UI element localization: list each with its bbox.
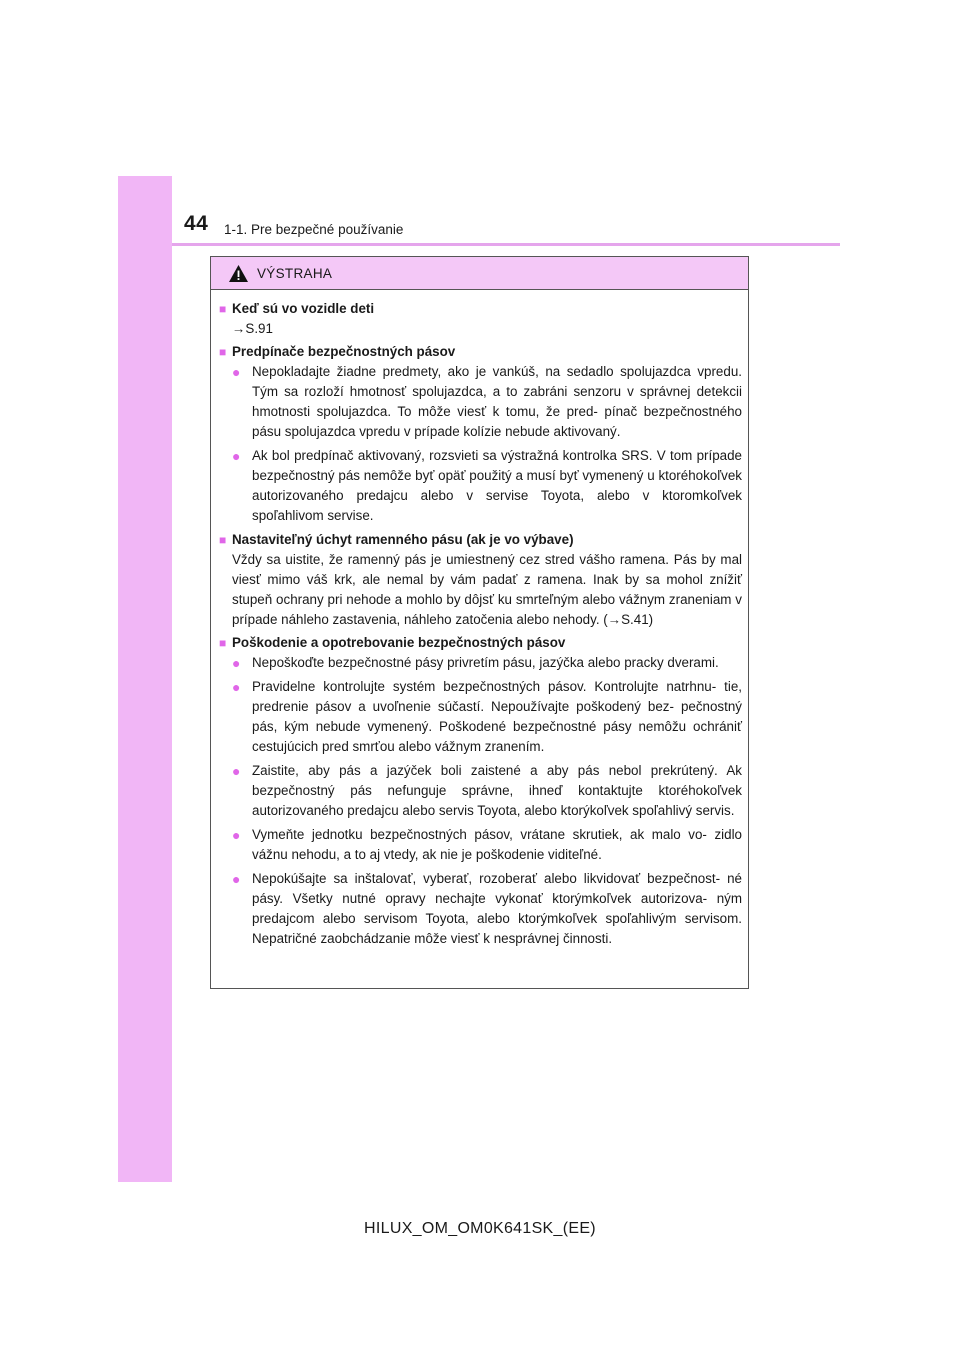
- list-item: ● Vymeňte jednotku bezpečnostných pásov, vrátane skrutiek, ak malo vo- zidlo vážnu nehodu, a to aj vtedy, ak nie je poškodenie viditeľné.: [219, 825, 742, 865]
- square-bullet-icon: ■: [219, 345, 227, 359]
- header-rule: [172, 243, 840, 246]
- section-heading: ■ Nastaviteľný úchyt ramenného pásu (ak je vo výbave): [219, 530, 742, 550]
- list-item: ● Nepoškoďte bezpečnostné pásy privretím pásu, jazýčka alebo pracky dverami.: [219, 653, 742, 673]
- section-title: 1-1. Pre bezpečné používanie: [224, 222, 404, 237]
- section-heading: ■ Keď sú vo vozidle deti: [219, 299, 742, 319]
- round-bullet-icon: ●: [232, 655, 241, 671]
- list-item: ● Ak bol predpínač aktivovaný, rozsvieti sa výstražná kontrolka SRS. V tom prípade bezpečnostný pás nemôže byť opäť použitý a musí byť vymenený u ktoréhokoľvek autorizovaného predajcu alebo v servise Toyota, alebo v ktoromkoľvek spoľahlivom servise.: [219, 446, 742, 526]
- section-children: [219, 299, 742, 339]
- section-damage-wear: [219, 633, 742, 949]
- page-number: 44: [184, 212, 209, 235]
- list-item: ● Nepokúšajte sa inštalovať, vyberať, rozoberať alebo likvidovať bezpečnost- né pásy. Všetky nutné opravy nechajte vykonať ktorýmkoľvek autorizova- ným predajcom alebo servisom Toyota, alebo ktorýmkoľvek spoľahlivým servisom. Nepatričné zaobchádzanie môže viesť k nesprávnej činnosti.: [219, 869, 742, 949]
- section-pretensioners: [219, 342, 742, 526]
- round-bullet-icon: ●: [232, 763, 241, 779]
- warning-header: [211, 257, 748, 290]
- square-bullet-icon: ■: [219, 636, 227, 650]
- footer-document-code: HILUX_OM_OM0K641SK_(EE): [364, 1220, 596, 1237]
- round-bullet-icon: ●: [232, 871, 241, 887]
- round-bullet-icon: ●: [232, 364, 241, 380]
- warning-title: VÝSTRAHA: [257, 265, 333, 281]
- section-heading: ■ Poškodenie a opotrebovanie bezpečnostných pásov: [219, 633, 742, 653]
- round-bullet-icon: ●: [232, 448, 241, 464]
- warning-triangle-icon: [228, 264, 249, 283]
- warning-body: [211, 290, 748, 949]
- round-bullet-icon: ●: [232, 679, 241, 695]
- chapter-tab: [118, 176, 172, 1182]
- section-heading: ■ Predpínače bezpečnostných pásov: [219, 342, 742, 362]
- square-bullet-icon: ■: [219, 302, 227, 316]
- section-paragraph: Vždy sa uistite, že ramenný pás je umiestnený cez stred vášho ramena. Pás by mal viesť mimo váš krk, ale nemal by vám padať z ramena. Inak by sa mohol znížiť stupeň ochrany pri nehode a mohlo by dôjsť ku smrteľným alebo vážnym zraneniam v prípade náhleho zastavenia, náhleho zatočenia alebo nehody. (→S.41): [232, 552, 742, 627]
- list-item: ● Nepokladajte žiadne predmety, ako je vankúš, na sedadlo spolujazdca vpredu. Tým sa rozloží hmotnosť spolujazdca, a to zabráni senzoru v správnej detekcii hmotnosti spolujazdca. To môže viesť k tomu, že pred- pínač bezpečnostného pásu spolujazdca vpredu v prípade kolízie nebude aktivovaný.: [219, 362, 742, 442]
- list-item: ● Zaistite, aby pás a jazýček boli zaistené a aby pás nebol prekrútený. Ak bezpečnostný pás nefunguje správne, ihneď kontaktujte ktoréhokoľvek autorizovaného predajcu alebo servis Toyota, alebo ktorýkoľvek spoľahlivý servis.: [219, 761, 742, 821]
- round-bullet-icon: ●: [232, 827, 241, 843]
- square-bullet-icon: ■: [219, 533, 227, 547]
- list-item: ● Pravidelne kontrolujte systém bezpečnostných pásov. Kontrolujte natrhnu- tie, predrenie pásov a uvoľnenie súčastí. Nepoužívajte poškodený bez- pečnostný pás, kým nebude vymenený. Poškodené bezpečnostné pásy nemôžu ochrániť cestujúcich pred smrťou alebo vážnym zranením.: [219, 677, 742, 757]
- cross-reference-link[interactable]: →S.91: [232, 321, 273, 336]
- warning-box: [210, 256, 749, 989]
- section-shoulder-anchor: [219, 530, 742, 630]
